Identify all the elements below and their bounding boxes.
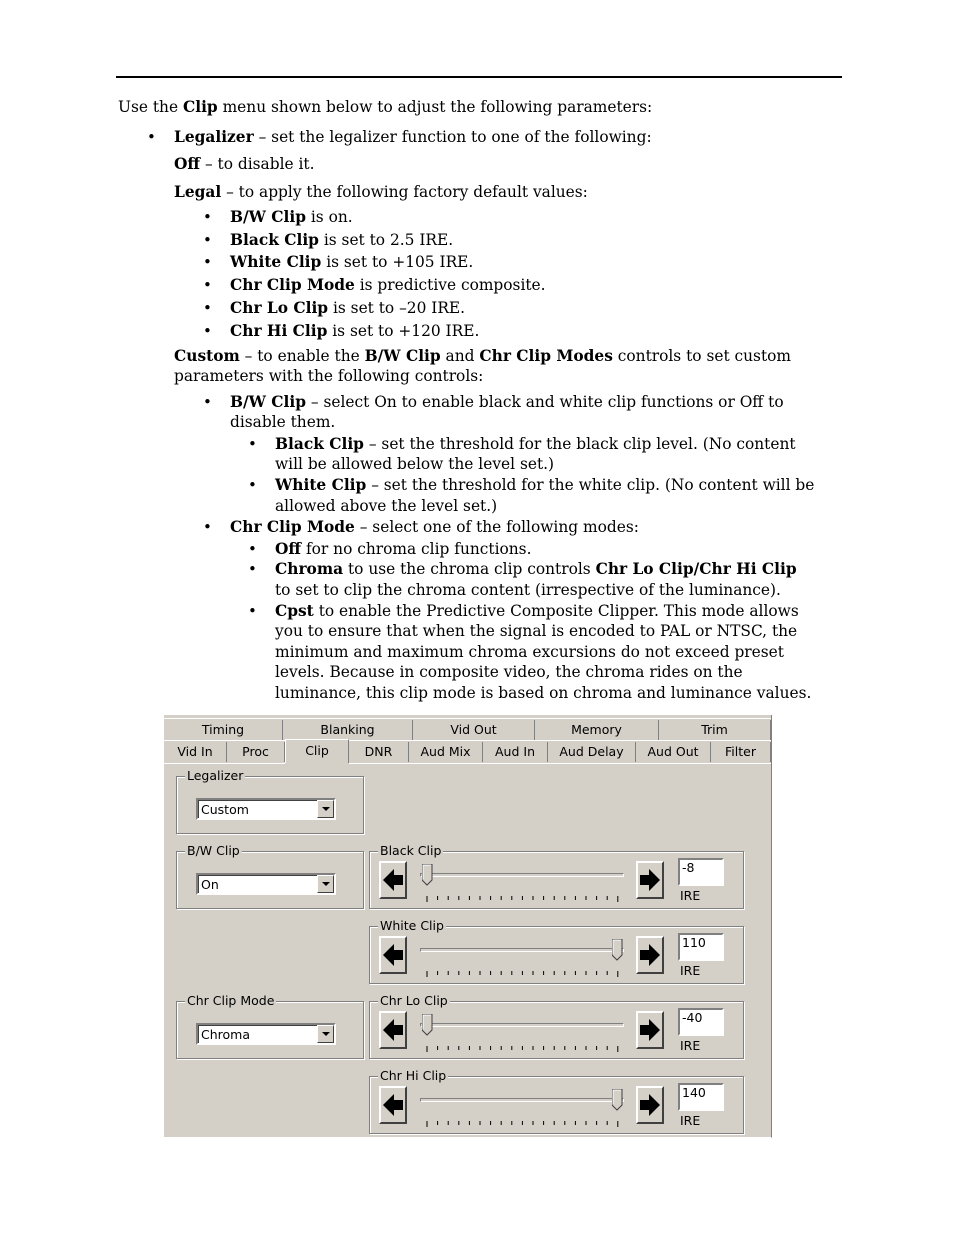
tab-edge — [164, 740, 771, 741]
default-item: Black Clip is set to 2.5 IRE. — [230, 231, 454, 249]
chr-clip-mode-group — [176, 993, 364, 1059]
bullet: • — [248, 435, 257, 453]
chr-clip-mode-group-title: Chr Clip Mode — [187, 993, 275, 1008]
arrow-left-icon — [381, 1088, 405, 1125]
slider-thumb[interactable] — [422, 1014, 433, 1036]
bullet: • — [203, 276, 212, 294]
arrow-right-icon — [638, 938, 662, 975]
decrease-button[interactable] — [379, 936, 407, 974]
value-text: -40 — [682, 1010, 703, 1025]
bw-clip-select[interactable] — [196, 873, 336, 895]
chevron-down-icon[interactable] — [317, 800, 334, 818]
cpst-line: minimum and maximum chroma excursions do not exceed preset — [275, 643, 784, 661]
default-item: White Clip is set to +105 IRE. — [230, 253, 474, 271]
tab-edge — [164, 718, 771, 719]
arrow-right-icon — [638, 1013, 662, 1050]
bullet: • — [248, 540, 257, 558]
clip-dialog — [164, 715, 772, 1138]
default-item: B/W Clip is on. — [230, 208, 353, 226]
legal-line: Legal – to apply the following factory default values: — [174, 183, 588, 201]
unit-label: IRE — [680, 888, 701, 903]
decrease-button[interactable] — [379, 1011, 407, 1049]
slider-title: Chr Hi Clip — [380, 1068, 447, 1083]
slider-ticks — [424, 890, 624, 896]
unit-label: IRE — [680, 963, 701, 978]
tab-memory[interactable]: Memory — [535, 720, 659, 740]
value-text: 140 — [682, 1085, 706, 1100]
bullet: • — [203, 393, 212, 411]
tab-filter[interactable]: Filter — [711, 742, 771, 762]
chroma-mode-2: to set to clip the chroma content (irrespective of the luminance). — [275, 581, 781, 599]
black-item-2: will be allowed below the level set.) — [275, 455, 555, 473]
bullet: • — [248, 476, 257, 494]
value-field[interactable] — [678, 933, 724, 961]
tab-aud-mix[interactable]: Aud Mix — [409, 742, 483, 762]
bullet: • — [203, 253, 212, 271]
increase-button[interactable] — [636, 861, 664, 899]
slider-title: Black Clip — [380, 843, 442, 858]
chevron-down-icon[interactable] — [317, 875, 334, 893]
white-item: White Clip – set the threshold for the white clip. (No content will be — [275, 476, 815, 494]
tab-vid-in[interactable]: Vid In — [164, 742, 227, 762]
off-mode: Off for no chroma clip functions. — [275, 540, 532, 558]
slider-title: Chr Lo Clip — [380, 993, 448, 1008]
bw-clip-group — [176, 843, 364, 909]
off-line: Off – to disable it. — [174, 155, 315, 173]
chr-clip-mode-select[interactable] — [196, 1023, 336, 1045]
intro-text: Use the Clip menu shown below to adjust the following parameters: — [118, 98, 653, 116]
arrow-right-icon — [638, 863, 662, 900]
arrow-right-icon — [638, 1088, 662, 1125]
tab-vid-out[interactable]: Vid Out — [413, 720, 535, 740]
value-field[interactable] — [678, 1083, 724, 1111]
custom-line: Custom – to enable the B/W Clip and Chr Clip Modes controls to set custom — [174, 347, 792, 365]
value-field[interactable] — [678, 858, 724, 886]
bullet: • — [203, 299, 212, 317]
slider-track[interactable] — [420, 873, 624, 877]
slider-title: White Clip — [380, 918, 444, 933]
tab-clip[interactable]: Clip — [285, 739, 349, 763]
decrease-button[interactable] — [379, 1086, 407, 1124]
chrmode-item: Chr Clip Mode – select one of the following modes: — [230, 518, 639, 536]
custom-line-2: parameters with the following controls: — [174, 367, 484, 385]
chroma-mode: Chroma to use the chroma clip controls Chr Lo Clip/Chr Hi Clip — [275, 560, 797, 578]
bw-item: B/W Clip – select On to enable black and white clip functions or Off to — [230, 393, 784, 411]
slider-track[interactable] — [420, 948, 624, 952]
legalizer-value: Custom — [201, 802, 249, 817]
cpst-line: levels. Because in composite video, the chroma rides on the — [275, 663, 743, 681]
decrease-button[interactable] — [379, 861, 407, 899]
bullet: • — [203, 231, 212, 249]
slider-ticks — [424, 1115, 624, 1121]
slider-ticks — [424, 1040, 624, 1046]
bullet: • — [203, 518, 212, 536]
default-item: Chr Clip Mode is predictive composite. — [230, 276, 546, 294]
chr-clip-mode-value: Chroma — [201, 1027, 250, 1042]
slider-track[interactable] — [420, 1023, 624, 1027]
arrow-left-icon — [381, 863, 405, 900]
tab-aud-in[interactable]: Aud In — [483, 742, 548, 762]
tab-trim[interactable]: Trim — [659, 720, 771, 740]
bullet: • — [203, 208, 212, 226]
increase-button[interactable] — [636, 1011, 664, 1049]
chr-hi-clip-group — [369, 1068, 744, 1134]
bw-clip-value: On — [201, 877, 219, 892]
chr-lo-clip-group — [369, 993, 744, 1059]
tab-blanking[interactable]: Blanking — [283, 720, 413, 740]
slider-thumb[interactable] — [422, 864, 433, 886]
value-text: 110 — [682, 935, 706, 950]
cpst-line: you to ensure that when the signal is encoded to PAL or NTSC, the — [275, 622, 798, 640]
default-item: Chr Hi Clip is set to +120 IRE. — [230, 322, 480, 340]
bullet: • — [248, 602, 257, 620]
tab-aud-out[interactable]: Aud Out — [636, 742, 711, 762]
chevron-down-icon[interactable] — [317, 1025, 334, 1043]
header-rule — [116, 76, 842, 78]
tab-aud-delay[interactable]: Aud Delay — [548, 742, 636, 762]
value-field[interactable] — [678, 1008, 724, 1036]
bullet: • — [147, 128, 156, 146]
white-item-2: allowed above the level set.) — [275, 497, 498, 515]
cpst-mode: Cpst to enable the Predictive Composite Clipper. This mode allows — [275, 602, 799, 620]
arrow-left-icon — [381, 1013, 405, 1050]
legalizer-group — [176, 768, 364, 834]
tab-edge — [349, 763, 771, 764]
cpst-line: luminance, this clip mode is based on chroma and luminance values. — [275, 684, 812, 702]
unit-label: IRE — [680, 1113, 701, 1128]
tab-timing[interactable]: Timing — [164, 720, 283, 740]
legalizer-item: Legalizer – set the legalizer function to one of the following: — [174, 128, 652, 146]
increase-button[interactable] — [636, 936, 664, 974]
arrow-left-icon — [381, 938, 405, 975]
bw-clip-group-title: B/W Clip — [187, 843, 240, 858]
slider-ticks — [424, 965, 624, 971]
tab-proc[interactable]: Proc — [227, 742, 285, 762]
bw-item-2: disable them. — [230, 413, 336, 431]
bullet: • — [248, 560, 257, 578]
black-clip-group — [369, 843, 744, 909]
slider-thumb[interactable] — [612, 939, 623, 961]
value-text: -8 — [682, 860, 695, 875]
tab-edge — [164, 763, 285, 764]
slider-track[interactable] — [420, 1098, 624, 1102]
unit-label: IRE — [680, 1038, 701, 1053]
increase-button[interactable] — [636, 1086, 664, 1124]
legalizer-group-title: Legalizer — [187, 768, 244, 783]
bullet: • — [203, 322, 212, 340]
slider-thumb[interactable] — [612, 1089, 623, 1111]
tab-dnr[interactable]: DNR — [349, 742, 409, 762]
white-clip-group — [369, 918, 744, 984]
default-item: Chr Lo Clip is set to –20 IRE. — [230, 299, 466, 317]
black-item: Black Clip – set the threshold for the black clip level. (No content — [275, 435, 796, 453]
legalizer-select[interactable] — [196, 798, 336, 820]
